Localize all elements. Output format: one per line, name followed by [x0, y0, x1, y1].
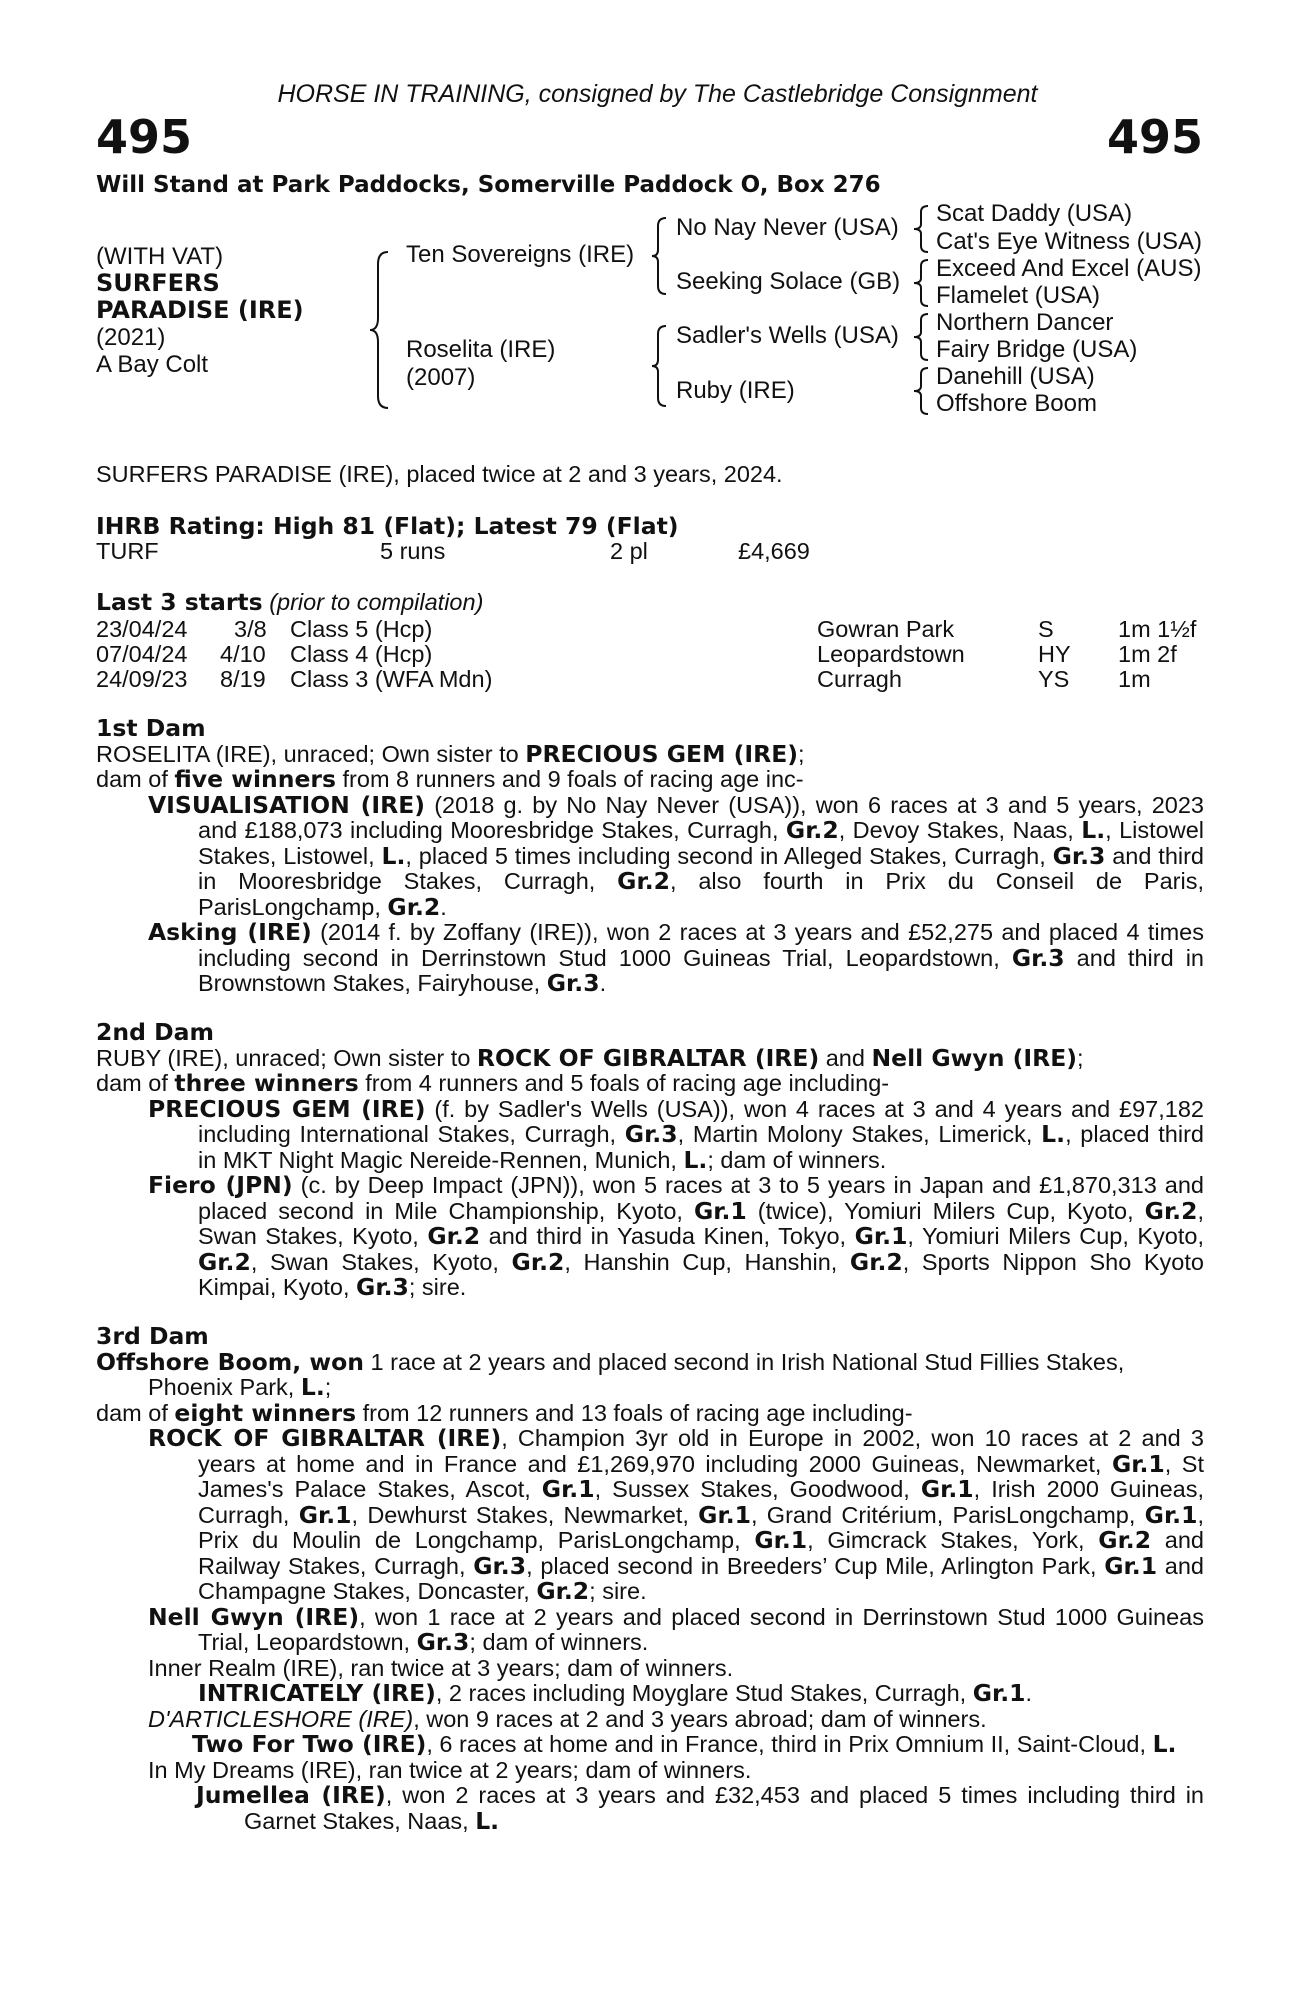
- last-starts-note: (prior to compilation): [269, 589, 484, 615]
- grandsire-1: Scat Daddy (USA): [936, 200, 1133, 227]
- section-heading: 2nd Dam: [96, 1018, 214, 1046]
- rating-heading: IHRB Rating: High 81 (Flat); Latest 79 (Flat): [96, 512, 679, 540]
- section-heading: 3rd Dam: [96, 1322, 209, 1350]
- produce-entry: Nell Gwyn (IRE), won 1 race at 2 years and placed second in Derrinstown Stud 1000 Guineas Trial, Leopardstown, Gr.3; dam of winners.: [148, 1602, 1204, 1656]
- rating-places: 2 pl: [610, 538, 648, 564]
- start-race: Class 4 (Hcp): [290, 641, 433, 667]
- dam-year: (2007): [406, 364, 476, 391]
- sire-sire: No Nay Never (USA): [676, 214, 899, 241]
- produce-entry: Two For Two (IRE), 6 races at home and in France, third in Prix Omnium II, Saint-Cloud, L.: [192, 1730, 1177, 1758]
- start-course: Gowran Park: [817, 616, 955, 642]
- pedigree-bracket-sire: [652, 216, 670, 296]
- sire-name: Ten Sovereigns (IRE): [406, 241, 635, 268]
- grandsire-4: Flamelet (USA): [936, 282, 1101, 309]
- catalogue-header: HORSE IN TRAINING, consigned by The Castlebridge Consignment: [277, 80, 1038, 108]
- bracket-g56: [914, 312, 932, 362]
- sire-dam: Seeking Solace (GB): [676, 268, 901, 295]
- produce-entry: VISUALISATION (IRE) (2018 g. by No Nay Never (USA)), won 6 races at 3 and 5 years, 2023 and £188,073 including Mooresbridge Stakes, Curragh, Gr.2, Devoy Stakes, Naas, L., Listowel Stakes, Listowel, L., placed 5 times including second in Alleged Stakes, Curragh, Gr.3 and third in Mooresbridge Stakes, Curragh, Gr.2, also fourth in Prix du Conseil de Paris, ParisLongchamp, Gr.2.: [148, 790, 1205, 921]
- section-heading: 1st Dam: [96, 714, 206, 742]
- start-distance: 1m: [1118, 666, 1151, 692]
- lot-number-right: 495: [1106, 110, 1203, 164]
- rating-surface: TURF: [96, 538, 159, 564]
- rating-earnings: £4,669: [738, 538, 810, 564]
- produce-entry: D'ARTICLESHORE (IRE), won 9 races at 2 and 3 years abroad; dam of winners.: [148, 1705, 987, 1732]
- produce-entry: Fiero (JPN) (c. by Deep Impact (JPN)), won 5 races at 3 to 5 years in Japan and £1,870,313 and placed second in Mile Championship, Kyoto, Gr.1 (twice), Yomiuri Milers Cup, Kyoto, Gr.2, Swan Stakes, Kyoto, Gr.2 and third in Yasuda Kinen, Tokyo, Gr.1, Yomiuri Milers Cup, Kyoto, Gr.2, Swan Stakes, Kyoto, Gr.2, Hanshin Cup, Hanshin, Gr.2, Sports Nippon Sho Kyoto Kimpai, Kyoto, Gr.3; sire.: [148, 1171, 1205, 1301]
- horse-name-line2: PARADISE (IRE): [96, 296, 304, 324]
- horse-description: A Bay Colt: [96, 351, 209, 378]
- last-starts-header: [96, 590, 1204, 616]
- bracket-g78: [914, 366, 932, 416]
- start-date: 23/04/24: [96, 616, 188, 642]
- produce-entry: INTRICATELY (IRE), 2 races including Moyglare Stud Stakes, Curragh, Gr.1.: [198, 1679, 1033, 1707]
- grandsire-8: Offshore Boom: [936, 390, 1097, 417]
- produce-entry: Jumellea (IRE), won 2 races at 3 years and £32,453 and placed 5 times including third in Garnet Stakes, Naas, L.: [196, 1781, 1205, 1835]
- dam-produce-summary: dam of eight winners from 12 runners and 13 foals of racing age including-: [96, 1398, 913, 1427]
- third-dam-section: [96, 1324, 1204, 1834]
- produce-entry: PRECIOUS GEM (IRE) (f. by Sadler's Wells (USA)), won 4 races at 3 and 4 years and £97,182 including International Stakes, Curragh, Gr.3, Martin Molony Stakes, Limerick, L., placed third in MKT Night Magic Nereide-Rennen, Munich, L.; dam of winners.: [148, 1094, 1204, 1174]
- rating-runs: 5 runs: [380, 538, 446, 564]
- horse-foaling-year: (2021): [96, 324, 166, 351]
- grandsire-6: Fairy Bridge (USA): [936, 336, 1138, 363]
- start-race: Class 5 (Hcp): [290, 616, 433, 642]
- bracket-g12: [914, 204, 932, 254]
- grandsire-5: Northern Dancer: [936, 309, 1114, 336]
- dam-dam: Ruby (IRE): [676, 377, 795, 404]
- start-date: 24/09/23: [96, 666, 188, 692]
- start-distance: 1m 1½f: [1118, 616, 1197, 642]
- bracket-g34: [914, 258, 932, 308]
- grandsire-2: Cat's Eye Witness (USA): [936, 228, 1202, 255]
- first-dam-section: [96, 716, 1204, 997]
- last-starts-heading: Last 3 starts: [96, 588, 263, 616]
- produce-entry: In My Dreams (IRE), ran twice at 2 years; dam of winners.: [148, 1756, 752, 1783]
- dam-produce-summary: dam of three winners from 4 runners and 5 foals of racing age including-: [96, 1069, 890, 1097]
- vat-note: (WITH VAT): [96, 243, 224, 270]
- start-going: S: [1038, 616, 1054, 642]
- horse-name-line1: SURFERS: [96, 269, 220, 297]
- dam-intro: Offshore Boom, won 1 race at 2 years and placed second in Irish National Stud Fillies Stakes, Phoenix Park, L.;: [96, 1347, 1125, 1401]
- start-course: Curragh: [817, 666, 902, 692]
- start-position: 8/19: [220, 666, 266, 692]
- start-date: 07/04/24: [96, 641, 188, 667]
- grandsire-3: Exceed And Excel (AUS): [936, 255, 1202, 282]
- dam-intro: ROSELITA (IRE), unraced; Own sister to PRECIOUS GEM (IRE);: [96, 739, 805, 768]
- start-course: Leopardstown: [817, 641, 965, 667]
- start-distance: 1m 2f: [1118, 641, 1177, 667]
- lot-number-left: 495: [96, 110, 193, 164]
- start-position: 4/10: [220, 641, 266, 667]
- produce-entry: Asking (IRE) (2014 f. by Zoffany (IRE)), won 2 races at 3 years and £52,275 and placed 4 times including second in Derrinstown Stud 1000 Guineas Trial, Leopardstown, Gr.3 and third in Brownstown Stakes, Fairyhouse, Gr.3.: [148, 918, 1204, 997]
- start-position: 3/8: [234, 616, 267, 642]
- produce-entry: ROCK OF GIBRALTAR (IRE), Champion 3yr old in Europe in 2002, won 10 races at 2 and 3 years at home and in France and £1,269,970 including 2000 Guineas, Newmarket, Gr.1, St James's Palace Stakes, Ascot, Gr.1, Sussex Stakes, Goodwood, Gr.1, Irish 2000 Guineas, Curragh, Gr.1, Dewhurst Stakes, Newmarket, Gr.1, Grand Critérium, ParisLongchamp, Gr.1, Prix du Moulin de Longchamp, ParisLongchamp, Gr.1, Gimcrack Stakes, York, Gr.2 and Railway Stakes, Curragh, Gr.3, placed second in Breeders’ Cup Mile, Arlington Park, Gr.1 and Champagne Stakes, Doncaster, Gr.2; sire.: [148, 1424, 1204, 1605]
- dam-name: Roselita (IRE): [406, 336, 556, 363]
- dam-intro: RUBY (IRE), unraced; Own sister to ROCK OF GIBRALTAR (IRE) and Nell Gwyn (IRE);: [96, 1043, 1084, 1072]
- pedigree-bracket-dam: [652, 324, 670, 408]
- start-going: HY: [1038, 641, 1071, 667]
- second-dam-section: [96, 1020, 1204, 1301]
- produce-entry: Inner Realm (IRE), ran twice at 3 years; dam of winners.: [148, 1654, 734, 1681]
- stand-location: Will Stand at Park Paddocks, Somerville Paddock O, Box 276: [96, 172, 881, 198]
- dam-sire: Sadler's Wells (USA): [676, 322, 899, 349]
- grandsire-7: Danehill (USA): [936, 363, 1095, 390]
- start-going: YS: [1038, 666, 1070, 692]
- pedigree-bracket-main: [370, 250, 394, 410]
- start-race: Class 3 (WFA Mdn): [290, 666, 493, 692]
- dam-produce-summary: dam of five winners from 8 runners and 9 foals of racing age inc-: [96, 765, 804, 793]
- race-summary: SURFERS PARADISE (IRE), placed twice at 2 and 3 years, 2024.: [96, 461, 783, 487]
